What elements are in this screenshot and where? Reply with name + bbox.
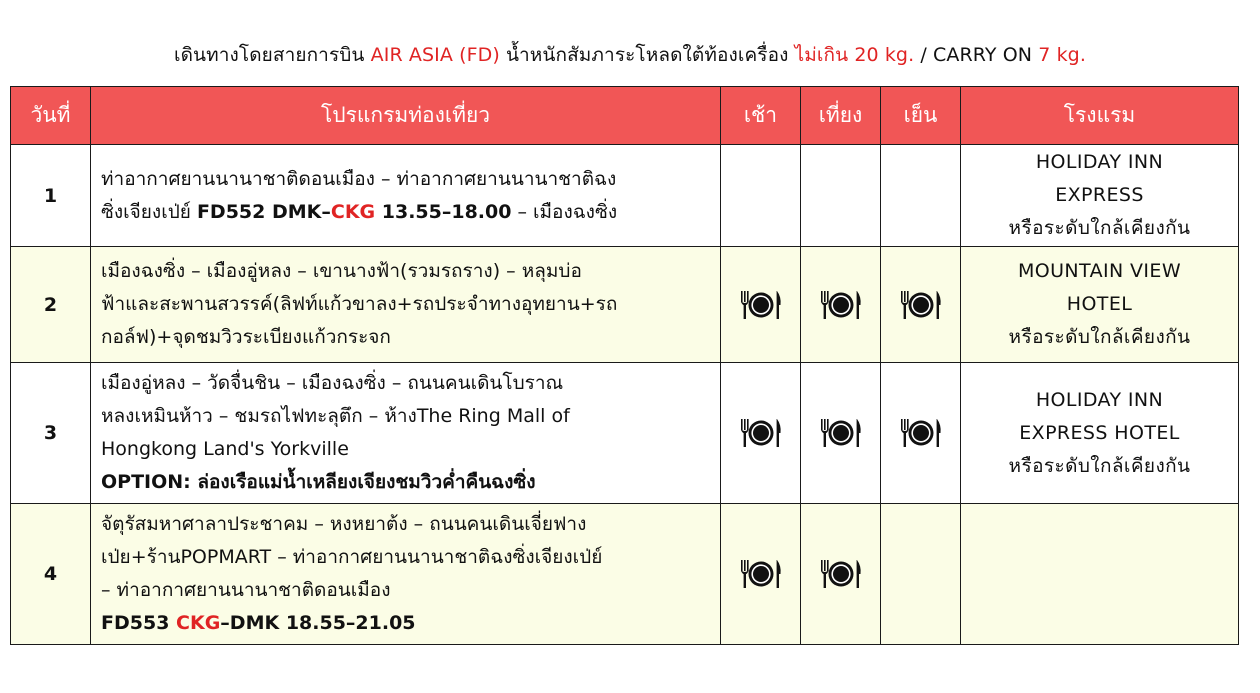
column-header-day: วันที่ — [11, 87, 91, 145]
hotel-note: หรือระดับใกล้เคียงกัน — [1008, 217, 1191, 239]
hotel-name: HOLIDAY INN — [1035, 388, 1164, 411]
plate-fork-knife-icon — [898, 416, 944, 450]
table-header-row — [11, 87, 1239, 145]
hotel-cell — [961, 247, 1239, 363]
dinner-cell — [881, 247, 961, 363]
program-line: กอล์ฟ)+จุดชมวิวระเบียงแก้วกระจก — [101, 326, 391, 348]
hotel-cell — [961, 145, 1239, 247]
program-cell — [91, 247, 721, 363]
header-text-1: เดินทางโดยสายการบิน — [174, 44, 371, 66]
table-row — [11, 145, 1239, 247]
column-header-lunch: เที่ยง — [801, 87, 881, 145]
option-line: OPTION: ล่องเรือแม่น้ำเหลียงเจียงชมวิวค่ำคืนฉงซิ่ง — [101, 471, 536, 493]
table-row — [11, 247, 1239, 363]
hotel-name: MOUNTAIN VIEW — [1017, 260, 1182, 282]
baggage-info-header — [0, 40, 1260, 70]
program-text: – เมืองฉงซิ่ง — [511, 200, 618, 223]
checked-baggage-limit: ไม่เกิน 20 kg. — [794, 44, 915, 66]
program-cell — [91, 145, 721, 247]
airline-name: AIR ASIA (FD) — [370, 44, 500, 66]
column-header-dinner: เย็น — [881, 87, 961, 145]
flight-line — [101, 607, 710, 640]
dinner-cell — [881, 145, 961, 247]
table-row — [11, 504, 1239, 645]
day-number: 4 — [11, 504, 91, 645]
flight-number: FD553 — [101, 612, 177, 634]
lunch-cell — [801, 363, 881, 504]
lunch-cell — [801, 247, 881, 363]
carry-on-limit: 7 kg. — [1038, 44, 1086, 66]
breakfast-cell — [721, 247, 801, 363]
program-line: เป่ย+ร้านPOPMART – ท่าอากาศยานนานาชาติฉงซิ่งเจียงเป่ย์ — [101, 546, 603, 568]
plate-fork-knife-icon — [818, 557, 864, 591]
column-header-breakfast: เช้า — [721, 87, 801, 145]
hotel-cell — [961, 504, 1239, 645]
flight-time: 13.55–18.00 — [375, 200, 512, 223]
lunch-cell — [801, 504, 881, 645]
program-cell — [91, 363, 721, 504]
program-line: Hongkong Land's Yorkville — [101, 438, 349, 460]
airport-code-ckg: CKG — [176, 612, 221, 634]
program-line: ท่าอากาศยานนานาชาติดอนเมือง – ท่าอากาศยานนานาชาติฉง — [101, 167, 617, 190]
header-text-2: น้ำหนักสัมภาระโหลดใต้ท้องเครื่อง — [499, 44, 795, 66]
day-number: 2 — [11, 247, 91, 363]
dinner-cell — [881, 504, 961, 645]
airport-code-ckg: CKG — [330, 200, 376, 223]
hotel-note: หรือระดับใกล้เคียงกัน — [1008, 326, 1191, 348]
dinner-cell — [881, 363, 961, 504]
day-number: 3 — [11, 363, 91, 504]
plate-fork-knife-icon — [738, 288, 784, 322]
hotel-name: HOLIDAY INN — [1035, 151, 1164, 173]
program-line: จัตุรัสมหาศาลาประชาคม – หงหยาต้ง – ถนนคนเดินเจี่ยฟาง — [101, 513, 587, 535]
hotel-name-cont: EXPRESS — [1055, 184, 1144, 206]
plate-fork-knife-icon — [818, 416, 864, 450]
program-line — [101, 196, 710, 229]
header-text-3: / CARRY ON — [914, 44, 1039, 66]
program-line: – ท่าอากาศยานนานาชาติดอนเมือง — [101, 579, 391, 601]
plate-fork-knife-icon — [738, 416, 784, 450]
table-row — [11, 363, 1239, 504]
plate-fork-knife-icon — [898, 288, 944, 322]
day-number: 1 — [11, 145, 91, 247]
plate-fork-knife-icon — [818, 288, 864, 322]
breakfast-cell — [721, 504, 801, 645]
hotel-name-cont: HOTEL — [1066, 293, 1133, 315]
breakfast-cell — [721, 145, 801, 247]
column-header-hotel: โรงแรม — [961, 87, 1239, 145]
hotel-name-cont: EXPRESS HOTEL — [1019, 421, 1180, 444]
program-text: ซิ่งเจียงเป่ย์ — [101, 200, 197, 223]
flight-time: –DMK 18.55–21.05 — [220, 612, 416, 634]
hotel-cell — [961, 363, 1239, 504]
program-line: หลงเหมินห้าว – ชมรถไฟทะลุตึก – ห้างThe Ring Mall of — [101, 405, 570, 427]
program-line: เมืองอู่หลง – วัดจื่นชิน – เมืองฉงซิ่ง – ถนนคนเดินโบราณ — [101, 372, 564, 394]
program-line: เมืองฉงซิ่ง – เมืองอู่หลง – เขานางฟ้า(รวมรถราง) – หลุมบ่อ — [101, 260, 582, 282]
itinerary-table — [10, 86, 1239, 645]
breakfast-cell — [721, 363, 801, 504]
program-line: ฟ้าและสะพานสวรรค์(ลิฟท์แก้วขาลง+รถประจำทางอุทยาน+รถ — [101, 293, 618, 315]
plate-fork-knife-icon — [738, 557, 784, 591]
hotel-note: หรือระดับใกล้เคียงกัน — [1008, 454, 1191, 477]
flight-number: FD552 DMK– — [196, 200, 331, 223]
column-header-program: โปรแกรมท่องเที่ยว — [91, 87, 721, 145]
program-cell — [91, 504, 721, 645]
lunch-cell — [801, 145, 881, 247]
